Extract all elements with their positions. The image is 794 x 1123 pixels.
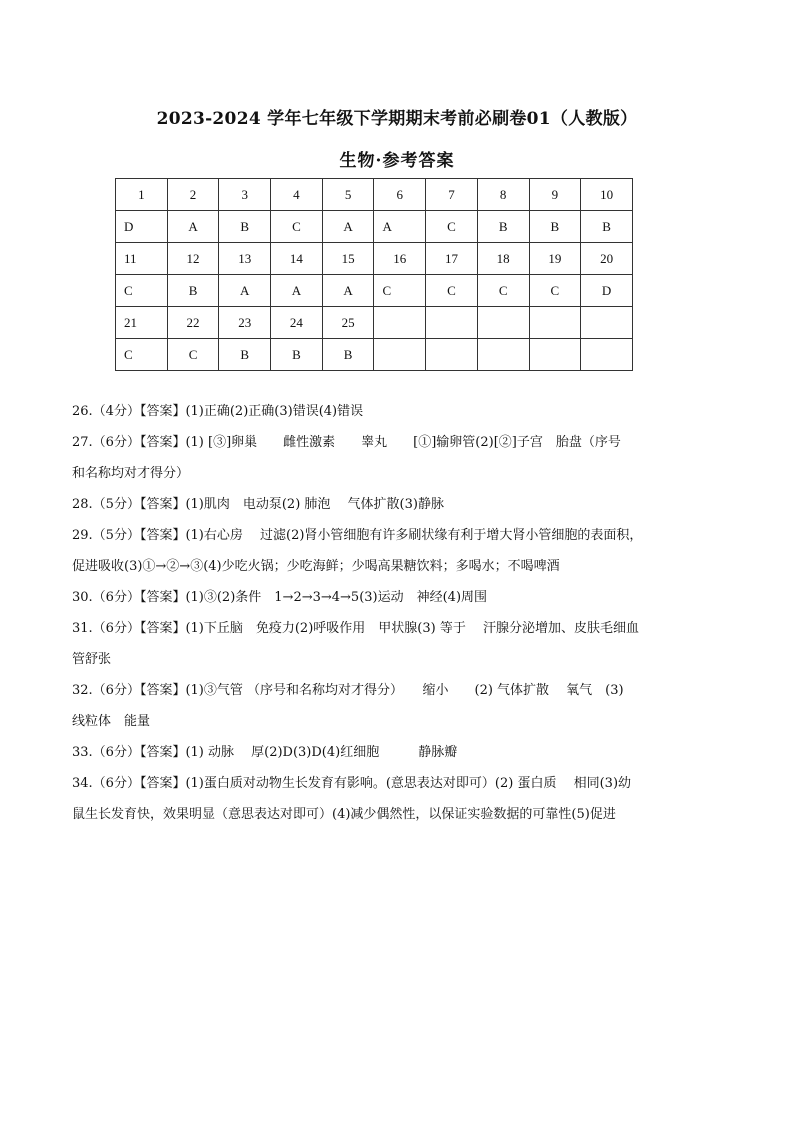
table-cell: 2 (167, 179, 219, 211)
table-cell: 15 (322, 243, 374, 275)
table-cell: C (116, 339, 168, 371)
table-row (116, 211, 633, 243)
table-cell: A (167, 211, 219, 243)
table-cell: A (322, 211, 374, 243)
answer-line: 线粒体 能量 (72, 714, 151, 729)
table-cell (529, 307, 581, 339)
table-cell: B (529, 211, 581, 243)
table-cell: 19 (529, 243, 581, 275)
table-cell: 4 (271, 179, 323, 211)
answer-line: 32.（6分）【答案】(1)③气管 （序号和名称均对才得分） 缩小 (2) 气体扩散 氧气 (3) (72, 683, 624, 698)
table-cell: 16 (374, 243, 426, 275)
table-cell: A (271, 275, 323, 307)
table-cell: C (426, 275, 478, 307)
table-cell: B (219, 211, 271, 243)
table-cell: B (581, 211, 633, 243)
table-cell: C (116, 275, 168, 307)
table-cell: 20 (581, 243, 633, 275)
answer-line: 和名称均对才得分） (72, 466, 190, 481)
table-cell: A (219, 275, 271, 307)
table-cell: 17 (426, 243, 478, 275)
table-cell: 6 (374, 179, 426, 211)
page-title: 2023-2024 学年七年级下学期期末考前必刷卷01（人教版） (156, 109, 638, 129)
table-cell: C (374, 275, 426, 307)
table-cell (374, 307, 426, 339)
table-cell: B (219, 339, 271, 371)
page-subtitle: 生物·参考答案 (339, 151, 455, 171)
table-row (116, 275, 633, 307)
answer-line: 30.（6分）【答案】(1)③(2)条件 1→2→3→4→5(3)运动 神经(4)周围 (72, 590, 488, 605)
answer-line: 26.（4分）【答案】(1)正确(2)正确(3)错误(4)错误 (72, 404, 364, 419)
answer-line: 34.（6分）【答案】(1)蛋白质对动物生长发育有影响。(意思表达对即可）(2) 蛋白质 相同(3)幼 (72, 776, 632, 791)
table-cell (374, 339, 426, 371)
table-cell: 11 (116, 243, 168, 275)
table-cell: 14 (271, 243, 323, 275)
table-cell: B (167, 275, 219, 307)
table-cell (529, 339, 581, 371)
table-cell: 1 (116, 179, 168, 211)
table-row (116, 179, 633, 211)
table-cell: 8 (477, 179, 529, 211)
table-cell: 13 (219, 243, 271, 275)
answer-line: 28.（5分）【答案】(1)肌肉 电动泵(2) 肺泡 气体扩散(3)静脉 (72, 497, 444, 512)
table-cell: C (529, 275, 581, 307)
answer-list (72, 396, 682, 830)
table-cell: C (167, 339, 219, 371)
table-cell: B (271, 339, 323, 371)
table-cell: A (374, 211, 426, 243)
table-cell: C (271, 211, 323, 243)
table-cell: 21 (116, 307, 168, 339)
table-cell (581, 307, 633, 339)
answer-line: 33.（6分）【答案】(1) 动脉 厚(2)D(3)D(4)红细胞 静脉瓣 (72, 745, 458, 760)
table-cell: 3 (219, 179, 271, 211)
table-cell (581, 339, 633, 371)
answer-line: 促进吸收(3)①→②→③(4)少吃火锅；少吃海鲜；少喝高果糖饮料；多喝水；不喝啤酒 (72, 559, 560, 574)
table-row (116, 339, 633, 371)
table-row (116, 243, 633, 275)
answer-line: 29.（5分）【答案】(1)右心房 过滤(2)肾小管细胞有许多刷状缘有利于增大肾小管细胞的表面积， (72, 528, 643, 543)
answer-line: 管舒张 (72, 652, 112, 667)
table-cell: 5 (322, 179, 374, 211)
table-cell: 9 (529, 179, 581, 211)
table-cell (426, 307, 478, 339)
table-cell: 24 (271, 307, 323, 339)
table-cell: C (426, 211, 478, 243)
table-cell (477, 339, 529, 371)
table-cell: 12 (167, 243, 219, 275)
answer-line: 31.（6分）【答案】(1)下丘脑 免疫力(2)呼吸作用 甲状腺(3) 等于 汗腺分泌增加、皮肤毛细血 (72, 621, 639, 636)
table-cell: 22 (167, 307, 219, 339)
table-cell (477, 307, 529, 339)
table-cell: 23 (219, 307, 271, 339)
table-cell: 18 (477, 243, 529, 275)
table-cell: 7 (426, 179, 478, 211)
table-cell: B (322, 339, 374, 371)
table-cell (426, 339, 478, 371)
table-row (116, 307, 633, 339)
table-cell: 10 (581, 179, 633, 211)
answer-line: 鼠生长发育快，效果明显（意思表达对即可）(4)减少偶然性，以保证实验数据的可靠性(5)促进 (72, 807, 616, 822)
answer-line: 27.（6分）【答案】(1) [③]卵巢 雌性激素 睾丸 [①]输卵管(2)[②]子宫 胎盘（序号 (72, 435, 621, 450)
table-cell: B (477, 211, 529, 243)
table-cell: A (322, 275, 374, 307)
table-cell: D (116, 211, 168, 243)
table-cell: C (477, 275, 529, 307)
table-cell: D (581, 275, 633, 307)
answer-table (115, 178, 633, 371)
table-cell: 25 (322, 307, 374, 339)
